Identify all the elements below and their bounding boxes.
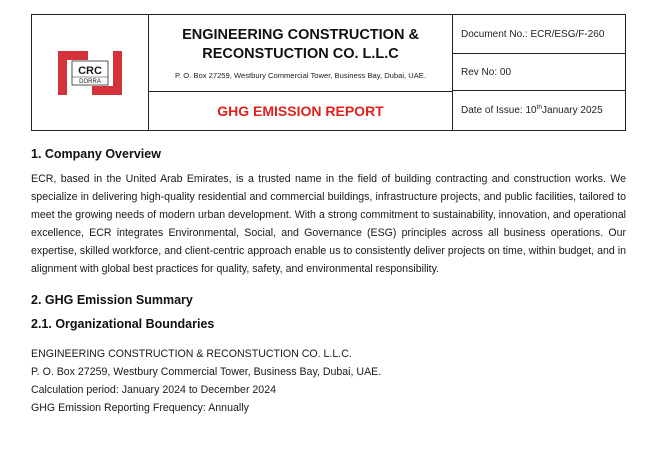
company-info [149, 15, 452, 92]
section-ghg-summary-title: 2. GHG Emission Summary [31, 293, 193, 307]
logo-cell [32, 15, 149, 130]
org-boundaries-line: Calculation period: January 2024 to December 2024 [31, 384, 276, 396]
org-boundaries-line: P. O. Box 27259, Westbury Commercial Tower, Business Bay, Dubai, UAE. [31, 366, 382, 378]
issue-date-prefix: Date of Issue: 10 [461, 105, 537, 116]
document-meta-cell [453, 15, 625, 130]
company-address: P. O. Box 27259, Westbury Commercial Tower, Business Bay, Dubai, UAE. [175, 71, 426, 80]
company-name-line1: ENGINEERING CONSTRUCTION & [182, 27, 419, 43]
issue-date-suffix: January 2025 [542, 105, 603, 116]
revision-number: Rev No: 00 [453, 54, 625, 91]
company-logo [54, 48, 126, 98]
issue-date [453, 91, 625, 130]
section-company-overview-title: 1. Company Overview [31, 147, 161, 161]
issue-date-sup: th [536, 104, 543, 111]
document-number: Document No.: ECR/ESG/F-260 [453, 15, 625, 54]
section-org-boundaries-title: 2.1. Organizational Boundaries [31, 317, 215, 331]
org-boundaries-details [31, 345, 626, 417]
company-cell [149, 15, 453, 130]
section-company-overview-body: ECR, based in the United Arab Emirates, is a trusted name in the field of building contracting and construction works. We specialize in delivering high-quality residential and commercial buildings, infrastructure projects, and public facilities, tailored to meet the growing needs of modern urban development. With a strong commitment to sustainability, innovation, and operational excellence, ECR integrates Environmental, Social, and Governance (ESG) principles across all business operations. Our expertise, skilled workforce, and client-centric approach enable us to consistently deliver projects on time, within budget, and in alignment with global best practices for quality, safety, and environmental responsibility. [31, 173, 626, 275]
document-content [31, 147, 626, 417]
org-boundaries-line: GHG Emission Reporting Frequency: Annually [31, 402, 249, 414]
report-title: GHG EMISSION REPORT [217, 103, 384, 119]
company-name-line2: RECONSTUCTION CO. L.L.C [202, 46, 399, 62]
logo-bottom-text: DORRA [79, 78, 101, 85]
org-boundaries-line: ENGINEERING CONSTRUCTION & RECONSTUCTION CO. L.L.C. [31, 348, 352, 360]
logo-top-text: CRC [78, 64, 102, 77]
document-header-table [31, 14, 626, 131]
